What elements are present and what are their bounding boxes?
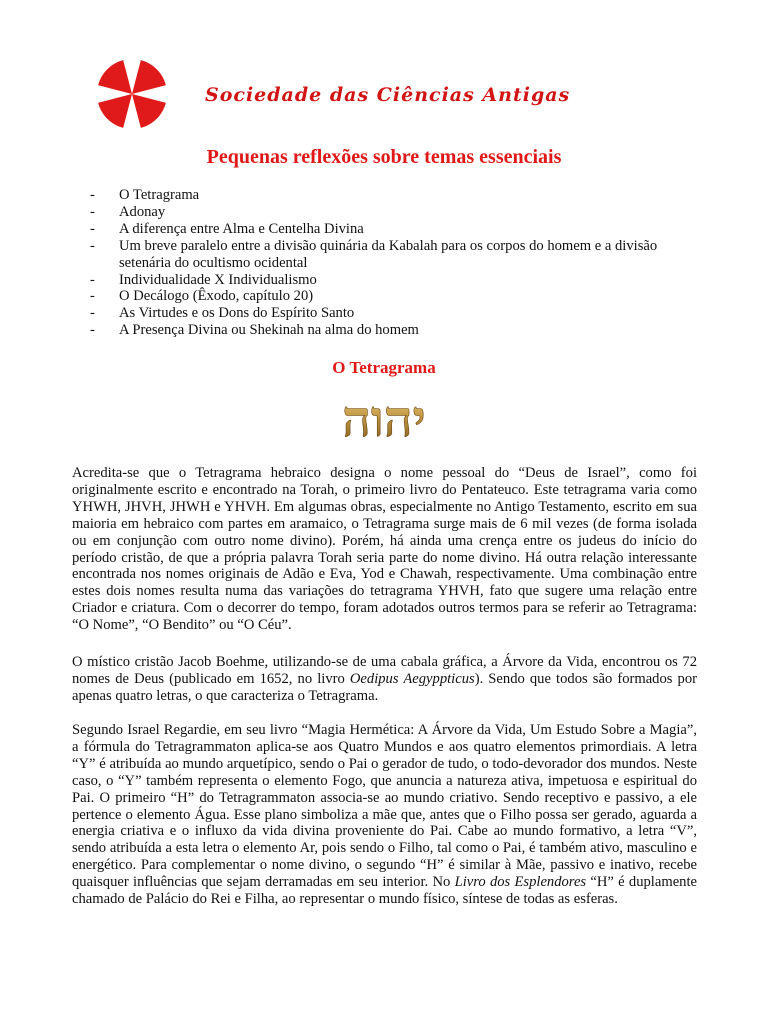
page-title: Pequenas reflexões sobre temas essenciais	[206, 146, 562, 168]
tetragrammaton-image	[316, 388, 452, 446]
topic-item: - O Tetragrama	[90, 187, 710, 204]
topics-list	[90, 187, 710, 339]
topic-item: - O Decálogo (Êxodo, capítulo 20)	[90, 288, 710, 305]
tetragrammaton-glyphs: יהוה	[342, 389, 426, 446]
society-name: Sociedade das Ciências Antigas	[205, 84, 571, 106]
section-title: O Tetragrama	[332, 358, 436, 377]
templar-cross-icon	[96, 58, 168, 130]
topic-item: - A Presença Divina ou Shekinah na alma do homem	[90, 322, 710, 339]
book-title: Oedipus Aegyppticus	[349, 670, 475, 687]
book-title: Livro dos Esplendores	[454, 874, 587, 891]
paragraph-regardie: Segundo Israel Regardie, em seu livro “Magia Hermética: A Árvore da Vida, Um Estudo Sobre a Magia”, a fórmula do Tetragrammaton aplica-se aos Quatro Mundos e aos quatro elementos primordiais. A letra “Y” é atribuída ao mundo arquetípico, sendo o Pai o gerador de tudo, o todo-devorador dos mundos. Neste caso, o “Y” também representa o elemento Fogo, que anuncia a natureza ativa, impetuosa e espiritual do Pai. O primeiro “H” do Tetragrammaton associa-se ao mundo criativo. Sendo receptivo e passivo, a ele pertence o elemento Água. Esse plano simboliza a mãe que, antes que o Filho possa ser gerado, aguarda a energia criativa e o influxo da vida divina proveniente do Pai. Cabe ao mundo formativo, a letra “V”, sendo atribuída a esta letra o elemento Ar, pois sendo o Filho, tal como o Pai, é também ativo, masculino e energético. Para complementar o nome divino, o segundo “H” é similar à Mãe, passivo e inativo, recebe quaisquer influências que sejam derramadas em seu interior. No Livro dos Esplendores “H” é duplamente chamado de Palácio do Rei e Filha, ao representar o mundo físico, síntese de todas as esferas.	[72, 722, 698, 908]
topic-item: - Um breve paralelo entre a divisão quinária da Kabalah para os corpos do homem e a divisão setenária do ocultismo ocidental	[90, 238, 710, 272]
topic-item: - A diferença entre Alma e Centelha Divina	[90, 221, 710, 238]
topic-item: - Adonay	[90, 204, 710, 221]
paragraph-boehme: O místico cristão Jacob Boehme, utilizando-se de uma cabala gráfica, a Árvore da Vida, encontrou os 72 nomes de Deus (publicado em 1652, no livro Oedipus Aegyppticus). Sendo que todos são formados por apenas quatro letras, o que caracteriza o Tetragrama.	[72, 654, 698, 704]
paragraph-tetragrama-intro: Acredita-se que o Tetragrama hebraico designa o nome pessoal do “Deus de Israel”, como foi originalmente escrito e encontrado na Torah, o primeiro livro do Pentateuco. Este tetragrama varia como YHWH, JHVH, JHWH e YHVH. Em algumas obras, especialmente no Antigo Testamento, escrito em sua maioria em hebraico com partes em aramaico, o Tetragrama surge mais de 6 mil vezes (de forma isolada ou em conjunção com outro nome divino). Porém, há ainda uma crença entre os judeus do início do período cristão, de que a própria palavra Torah seria parte do nome divino. Há outra relação interessante encontrada nos nomes originais de Adão e Eva, Yod e Chawah, respectivamente. Uma combinação entre estes dois nomes resulta numa das variações do tetragrama YHVH, fato que sugere uma relação entre Criador e criatura. Com o decorrer do tempo, foram adotados outros termos para se referir ao Tetragrama: “O Nome”, “O Bendito” ou “O Céu”.	[72, 465, 697, 634]
topic-item: - Individualidade X Individualismo	[90, 272, 710, 289]
topic-item: - As Virtudes e os Dons do Espírito Santo	[90, 305, 710, 322]
